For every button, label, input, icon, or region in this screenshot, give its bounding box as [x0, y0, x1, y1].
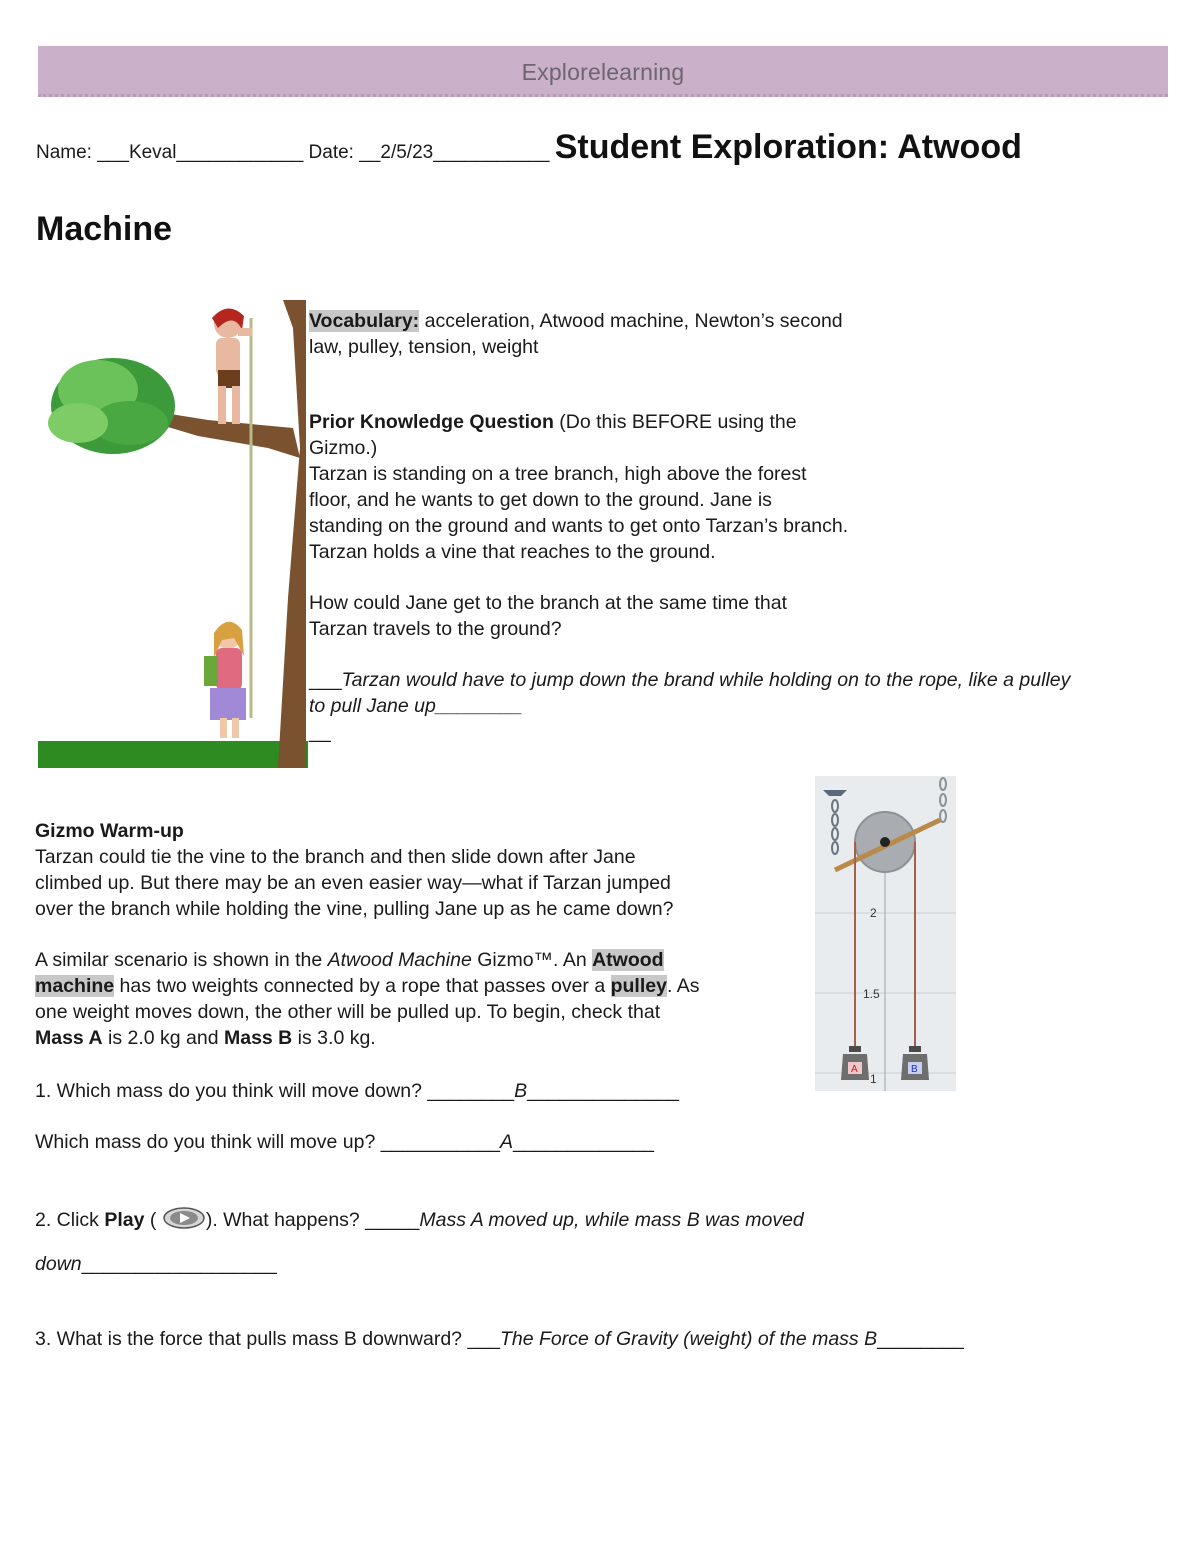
question-1-text: 1. Which mass do you think will move down? ________	[35, 1080, 515, 1102]
prior-text-line: floor, and he wants to get down to the ground. Jane is	[309, 489, 772, 511]
question-2-tail: __________________	[81, 1253, 277, 1275]
question-1-tail: ______________	[527, 1080, 679, 1102]
play-label: Play	[104, 1209, 145, 1231]
question-2-text: ). What happens? _____	[205, 1209, 420, 1231]
warmup-heading: Gizmo Warm-up	[35, 820, 184, 842]
question-2-line2	[35, 1251, 277, 1277]
question-2-text: (	[144, 1209, 157, 1231]
question-2-answer: Mass A moved up, while mass B was moved	[419, 1209, 804, 1231]
warmup-p2-line3: one weight moves down, the other will be pulled up. To begin, check that	[35, 1001, 661, 1023]
vocabulary-block	[309, 308, 1169, 360]
term-machine: machine	[35, 975, 115, 997]
question-1b-tail: _____________	[513, 1131, 655, 1153]
explorelearning-logo: Explorelearning	[521, 59, 685, 85]
tree-trunk	[278, 300, 306, 768]
play-icon	[162, 1206, 206, 1230]
warmup-p2-text: is 2.0 kg and	[102, 1027, 224, 1049]
tarzan-jane-illustration	[38, 298, 308, 770]
question-3	[35, 1326, 964, 1352]
mass-b-tag: B	[911, 1064, 918, 1075]
warmup-p2-text: is 3.0 kg.	[292, 1027, 376, 1049]
prior-answer-line2: to pull Jane up________	[309, 695, 523, 717]
height-label-2: 2	[870, 906, 877, 920]
warmup-p2-text: A similar scenario is shown in the	[35, 949, 328, 971]
mass-b-label: Mass B	[223, 1027, 293, 1049]
tarzan-figure	[212, 308, 252, 424]
question-3-answer: The Force of Gravity (weight) of the mass B	[499, 1328, 878, 1350]
prior-question-line: How could Jane get to the branch at the same time that	[309, 592, 788, 614]
question-1b-text: Which mass do you think will move up? ___________	[35, 1131, 501, 1153]
term-atwood: Atwood	[592, 949, 664, 971]
term-pulley: pulley	[610, 975, 667, 997]
question-1-answer: B	[514, 1080, 528, 1102]
height-label-1-5: 1.5	[863, 987, 880, 1001]
warmup-p2-text: . As	[666, 975, 700, 997]
page-title: Student Exploration: Atwood	[554, 128, 1022, 166]
atwood-machine-image	[815, 776, 956, 1091]
vocabulary-terms: acceleration, Atwood machine, Newton’s second	[419, 310, 843, 332]
question-1b	[35, 1129, 654, 1155]
question-2-answer-line2: down	[35, 1253, 82, 1275]
ground	[38, 741, 308, 768]
question-2-text: 2. Click	[35, 1209, 105, 1231]
prior-knowledge-note-line2: Gizmo.)	[309, 437, 378, 459]
vocabulary-label: Vocabulary:	[309, 310, 420, 332]
prior-knowledge-note: (Do this BEFORE using the	[553, 411, 797, 433]
jane-figure	[204, 622, 246, 738]
page-title-continued: Machine	[36, 210, 173, 248]
warmup-text-line: over the branch while holding the vine, pulling Jane up as he came down?	[35, 898, 674, 920]
name-date-line: Name: ___Keval____________ Date: __2/5/23___________	[36, 142, 550, 163]
warmup-text-line: climbed up. But there may be an even easier way—what if Tarzan jumped	[35, 872, 671, 894]
prior-knowledge-block	[309, 409, 1169, 744]
question-3-text: 3. What is the force that pulls mass B downward? ___	[35, 1328, 500, 1350]
prior-text-line: standing on the ground and wants to get onto Tarzan’s branch.	[309, 515, 849, 537]
mass-a-tag: A	[851, 1064, 858, 1075]
pulley-hub	[880, 837, 890, 847]
prior-question-line: Tarzan travels to the ground?	[309, 618, 562, 640]
warmup-p2-text: has two weights connected by a rope that passes over a	[114, 975, 611, 997]
question-2	[35, 1206, 804, 1233]
answer-blank: ___	[309, 669, 342, 691]
mass-a-label: Mass A	[35, 1027, 103, 1049]
prior-answer: Tarzan would have to jump down the brand while holding on to the rope, like a pulley	[341, 669, 1071, 691]
gizmo-name: Atwood Machine	[327, 949, 472, 971]
prior-answer-line3: __	[309, 721, 331, 743]
gizmo-warmup-block	[35, 818, 805, 1051]
question-1	[35, 1078, 679, 1104]
question-1b-answer: A	[500, 1131, 514, 1153]
prior-knowledge-heading: Prior Knowledge Question	[309, 411, 554, 433]
prior-text-line: Tarzan is standing on a tree branch, high above the forest	[309, 463, 807, 485]
tree-leaves	[48, 358, 175, 454]
header-line	[36, 128, 1176, 167]
question-3-tail: ________	[877, 1328, 964, 1350]
height-label-1: 1	[870, 1072, 877, 1086]
vocabulary-terms-line2: law, pulley, tension, weight	[309, 336, 539, 358]
explorelearning-banner	[38, 46, 1168, 97]
prior-text-line: Tarzan holds a vine that reaches to the ground.	[309, 541, 716, 563]
warmup-p2-text: Gizmo™. An	[471, 949, 593, 971]
warmup-text-line: Tarzan could tie the vine to the branch and then slide down after Jane	[35, 846, 636, 868]
